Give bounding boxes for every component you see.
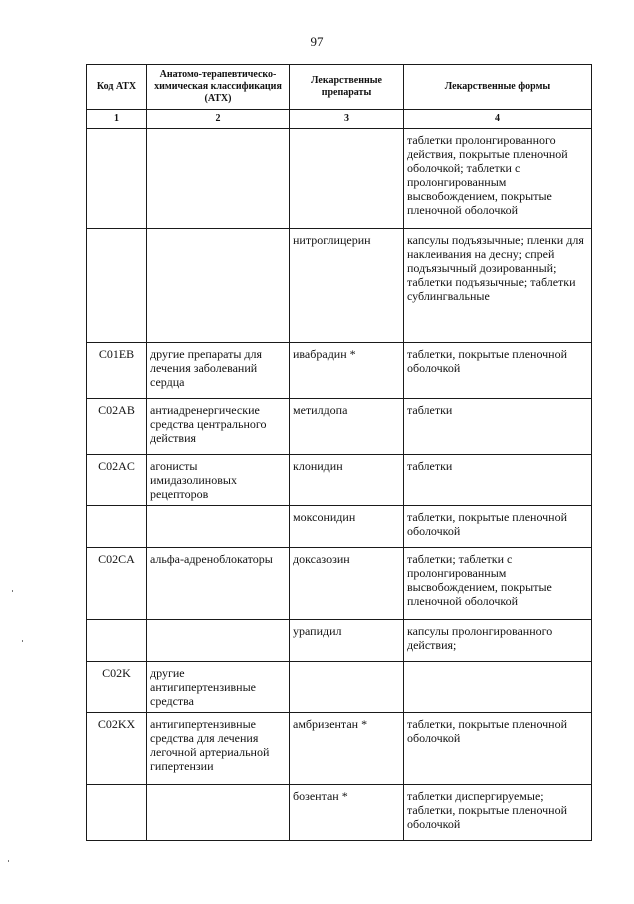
table-row [87,129,592,229]
dosage-forms-cell: таблетки, покрытые пленочной оболочкой [404,713,592,785]
atc-class-cell: альфа-адреноблокаторы [147,548,290,620]
column-number: 2 [147,110,290,129]
table-row [87,455,592,506]
atc-class-cell: антиадренергические средства центрального действия [147,399,290,455]
atc-code-cell: C02AB [87,399,147,455]
table-row [87,399,592,455]
drug-cell: амбризентан * [290,713,404,785]
atc-class-cell: другие препараты для лечения заболеваний сердца [147,343,290,399]
atc-class-cell: антигипертензивные средства для лечения легочной артериальной гипертензии [147,713,290,785]
drug-cell: доксазозин [290,548,404,620]
table-row [87,548,592,620]
scan-speck [22,640,23,642]
dosage-forms-cell: таблетки [404,455,592,506]
dosage-forms-cell: таблетки, покрытые пленочной оболочкой [404,506,592,548]
table-header-row [87,65,592,110]
drug-cell: урапидил [290,620,404,662]
dosage-forms-cell: таблетки [404,399,592,455]
dosage-forms-cell: таблетки, покрытые пленочной оболочкой [404,343,592,399]
header-drugs: Лекарственные препараты [290,65,404,110]
dosage-forms-cell: таблетки; таблетки с пролонгированным высвобождением, покрытые пленочной оболочкой [404,548,592,620]
drug-cell: моксонидин [290,506,404,548]
drug-classification-table [86,64,592,841]
table-row [87,713,592,785]
page-number: 97 [310,34,324,49]
table-row [87,785,592,841]
atc-class-cell [147,620,290,662]
atc-class-cell [147,229,290,343]
atc-code-cell [87,620,147,662]
drug-cell: метилдопа [290,399,404,455]
table-row [87,343,592,399]
drug-cell [290,129,404,229]
header-atc-code: Код АТХ [87,65,147,110]
dosage-forms-cell: капсулы пролонгированного действия; [404,620,592,662]
dosage-forms-cell: капсулы подъязычные; пленки для наклеивания на десну; спрей подъязычный дозированный; таблетки подъязычные; таблетки сублингвальные [404,229,592,343]
atc-code-cell: C02KX [87,713,147,785]
scan-speck [12,590,13,592]
header-dosage-forms: Лекарственные формы [404,65,592,110]
atc-code-cell: C01EB [87,343,147,399]
atc-code-cell: C02K [87,662,147,713]
dosage-forms-cell: таблетки пролонгированного действия, покрытые пленочной оболочкой; таблетки с пролонгированным высвобождением, покрытые пленочной оболочкой [404,129,592,229]
dosage-forms-cell [404,662,592,713]
table-row [87,620,592,662]
column-number: 4 [404,110,592,129]
atc-code-cell [87,785,147,841]
scan-speck [8,860,9,862]
atc-code-cell [87,506,147,548]
column-number-row [87,110,592,129]
drug-cell: клонидин [290,455,404,506]
drug-cell: ивабрадин * [290,343,404,399]
atc-code-cell: C02CA [87,548,147,620]
dosage-forms-cell: таблетки диспергируемые; таблетки, покрытые пленочной оболочкой [404,785,592,841]
atc-code-cell [87,129,147,229]
atc-class-cell: агонисты имидазолиновых рецепторов [147,455,290,506]
table-row [87,662,592,713]
atc-code-cell: C02AC [87,455,147,506]
table-row [87,506,592,548]
atc-class-cell [147,506,290,548]
column-number: 3 [290,110,404,129]
drug-cell: бозентан * [290,785,404,841]
header-atc-classification: Анатомо-терапевтическо-химическая классификация (АТХ) [147,65,290,110]
drug-cell [290,662,404,713]
atc-class-cell: другие антигипертензивные средства [147,662,290,713]
drug-cell: нитроглицерин [290,229,404,343]
atc-class-cell [147,785,290,841]
atc-code-cell [87,229,147,343]
atc-class-cell [147,129,290,229]
table-row [87,229,592,343]
column-number: 1 [87,110,147,129]
